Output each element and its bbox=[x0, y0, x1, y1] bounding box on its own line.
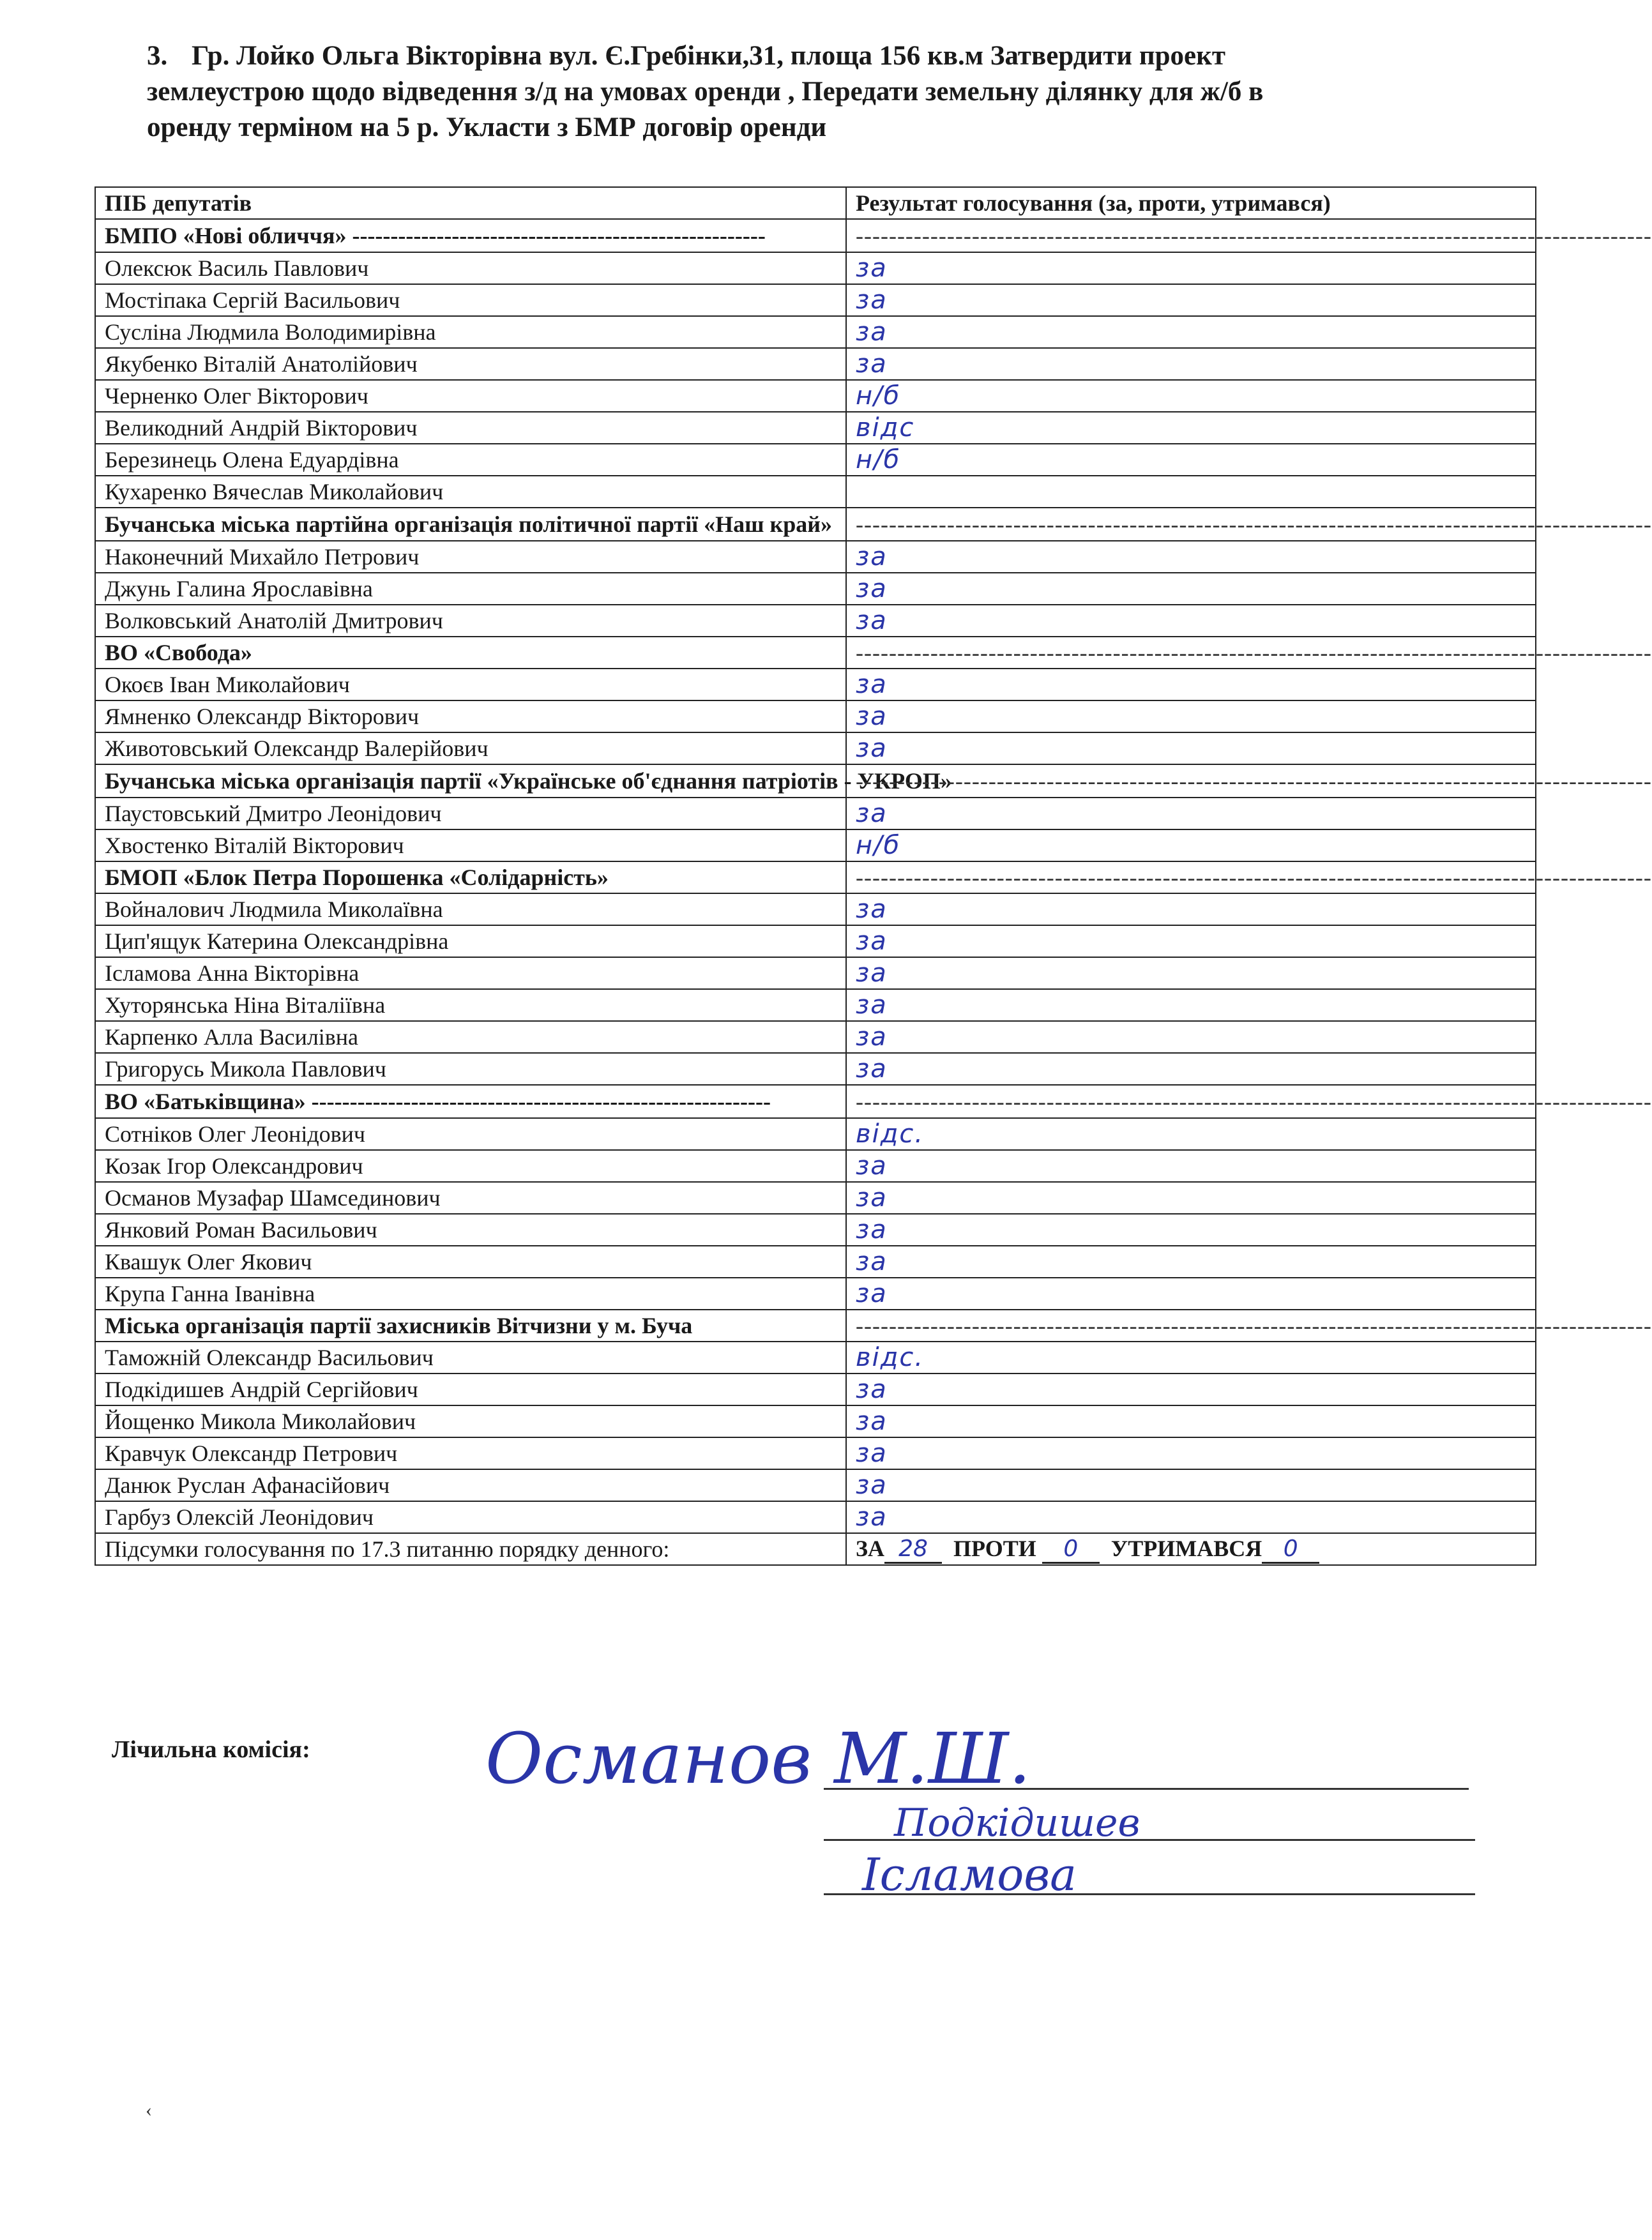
voting-table bbox=[95, 186, 1652, 1566]
deputy-vote: за bbox=[846, 1405, 1536, 1437]
deputy-name: Сотніков Олег Леонідович bbox=[95, 1118, 846, 1150]
header-line-1: 3. Гр. Лойко Ольга Вікторівна вул. Є.Гребінки,31, площа 156 кв.м Затвердити проект bbox=[147, 38, 1520, 74]
deputy-row bbox=[95, 798, 1536, 829]
party-group-row bbox=[95, 861, 1536, 893]
deputy-vote: за bbox=[846, 1053, 1536, 1085]
deputy-name: Паустовський Дмитро Леонідович bbox=[95, 798, 846, 829]
utr-label: УТРИМАВСЯ bbox=[1110, 1535, 1262, 1561]
party-result-dashes: ------------------------------------------------------------------------------------------------ bbox=[846, 1310, 1536, 1342]
deputy-row bbox=[95, 1374, 1536, 1405]
item-number: 3. bbox=[147, 41, 168, 71]
deputy-vote: за bbox=[846, 605, 1536, 637]
party-name: БМПО «Нові обличчя» ------------------------------------------------------ bbox=[95, 219, 846, 252]
deputy-vote: н/б bbox=[846, 380, 1536, 412]
deputy-row bbox=[95, 1182, 1536, 1214]
deputy-row bbox=[95, 669, 1536, 700]
column-header-result: Результат голосування (за, проти, утримався) bbox=[846, 187, 1536, 219]
deputy-name: Гарбуз Олексій Леонідович bbox=[95, 1501, 846, 1533]
deputy-row bbox=[95, 1437, 1536, 1469]
table-header-row bbox=[95, 187, 1536, 219]
deputy-name: Григорусь Микола Павлович bbox=[95, 1053, 846, 1085]
deputy-row bbox=[95, 1246, 1536, 1278]
deputy-row bbox=[95, 925, 1536, 957]
deputy-row bbox=[95, 476, 1536, 508]
deputy-name: Великодний Андрій Вікторович bbox=[95, 412, 846, 444]
deputy-vote: відс. bbox=[846, 1118, 1536, 1150]
deputy-name: Янковий Роман Васильович bbox=[95, 1214, 846, 1246]
deputy-name: Йощенко Микола Миколайович bbox=[95, 1405, 846, 1437]
party-name: БМОП «Блок Петра Порошенка «Солідарність» bbox=[95, 861, 846, 893]
deputy-row bbox=[95, 989, 1536, 1021]
deputy-name: Хвостенко Віталій Вікторович bbox=[95, 829, 846, 861]
margin-mark: ‹ bbox=[146, 2100, 152, 2121]
signature-2: Подкідишев bbox=[894, 1801, 1140, 1845]
proty-value: 0 bbox=[1042, 1536, 1100, 1564]
deputy-row bbox=[95, 284, 1536, 316]
party-group-row bbox=[95, 637, 1536, 669]
deputy-vote: за bbox=[846, 1501, 1536, 1533]
deputy-name: Животовський Олександр Валерійович bbox=[95, 732, 846, 764]
deputy-vote: за bbox=[846, 252, 1536, 284]
summary-label: Підсумки голосування по 17.3 питанню порядку денного: bbox=[95, 1533, 846, 1565]
deputy-row bbox=[95, 1342, 1536, 1374]
deputy-vote: за bbox=[846, 1021, 1536, 1053]
signature-1: Османов М.Ш. bbox=[485, 1718, 1031, 1799]
deputy-name: Крупа Ганна Іванівна bbox=[95, 1278, 846, 1310]
deputy-vote: за bbox=[846, 1469, 1536, 1501]
deputy-vote: за bbox=[846, 925, 1536, 957]
agenda-item-header bbox=[147, 38, 1520, 146]
deputy-row bbox=[95, 412, 1536, 444]
party-group-row bbox=[95, 1310, 1536, 1342]
deputy-name: Османов Музафар Шамсединович bbox=[95, 1182, 846, 1214]
deputy-vote: за bbox=[846, 284, 1536, 316]
deputy-vote: за bbox=[846, 1182, 1536, 1214]
party-result-dashes: ------------------------------------------------------------------------------------------------ bbox=[846, 508, 1536, 541]
deputy-name: Подкідишев Андрій Сергійович bbox=[95, 1374, 846, 1405]
party-name: ВО «Свобода» bbox=[95, 637, 846, 669]
deputy-vote: за bbox=[846, 1437, 1536, 1469]
deputy-row bbox=[95, 252, 1536, 284]
deputy-row bbox=[95, 605, 1536, 637]
deputy-row bbox=[95, 1214, 1536, 1246]
party-result-dashes: ------------------------------------------------------------------------------------------------ bbox=[846, 219, 1536, 252]
deputy-name: Цип'ящук Катерина Олександрівна bbox=[95, 925, 846, 957]
deputy-vote: відс. bbox=[846, 1342, 1536, 1374]
party-name: Міська організація партії захисників Вітчизни у м. Буча bbox=[95, 1310, 846, 1342]
signature-3: Ісламова bbox=[862, 1849, 1077, 1901]
deputy-vote: відс bbox=[846, 412, 1536, 444]
deputy-row bbox=[95, 1150, 1536, 1182]
deputy-name: Окоєв Іван Миколайович bbox=[95, 669, 846, 700]
deputy-name: Наконечний Михайло Петрович bbox=[95, 541, 846, 573]
deputy-row bbox=[95, 957, 1536, 989]
deputy-row bbox=[95, 700, 1536, 732]
summary-result bbox=[846, 1533, 1536, 1565]
deputy-name: Ісламова Анна Вікторівна bbox=[95, 957, 846, 989]
deputy-vote: за bbox=[846, 957, 1536, 989]
deputy-vote: за bbox=[846, 348, 1536, 380]
deputy-vote: за bbox=[846, 1278, 1536, 1310]
za-value: 28 bbox=[884, 1536, 942, 1564]
deputy-name: Мостіпака Сергій Васильович bbox=[95, 284, 846, 316]
deputy-name: Квашук Олег Якович bbox=[95, 1246, 846, 1278]
party-group-row bbox=[95, 1085, 1536, 1118]
party-group-row bbox=[95, 219, 1536, 252]
deputy-row bbox=[95, 380, 1536, 412]
deputy-vote: за bbox=[846, 989, 1536, 1021]
deputy-vote: за bbox=[846, 700, 1536, 732]
proty-label: ПРОТИ bbox=[953, 1535, 1036, 1561]
party-result-dashes: ------------------------------------------------------------------------------------------------ bbox=[846, 764, 1536, 798]
deputy-row bbox=[95, 1278, 1536, 1310]
utr-value: 0 bbox=[1262, 1536, 1319, 1564]
deputy-name: Войналович Людмила Миколаївна bbox=[95, 893, 846, 925]
header-line-2: землеустрою щодо відведення з/д на умовах оренди , Передати земельну ділянку для ж/б в bbox=[147, 77, 1264, 107]
deputy-row bbox=[95, 893, 1536, 925]
deputy-name: Кухаренко Вячеслав Миколайович bbox=[95, 476, 846, 508]
deputy-row bbox=[95, 444, 1536, 476]
deputy-vote: за bbox=[846, 669, 1536, 700]
column-header-deputies: ПІБ депутатів bbox=[95, 187, 846, 219]
deputy-name: Волковський Анатолій Дмитрович bbox=[95, 605, 846, 637]
header-line-3: оренду терміном на 5 р. Укласти з БМР договір оренди bbox=[147, 112, 827, 142]
deputy-vote bbox=[846, 476, 1536, 508]
party-result-dashes: ------------------------------------------------------------------------------------------------ bbox=[846, 637, 1536, 669]
deputy-name: Таможній Олександр Васильович bbox=[95, 1342, 846, 1374]
deputy-name: Кравчук Олександр Петрович bbox=[95, 1437, 846, 1469]
party-name: Бучанська міська партійна організація політичної партії «Наш край» bbox=[95, 508, 846, 541]
deputy-name: Березинець Олена Едуардівна bbox=[95, 444, 846, 476]
deputy-name: Ямненко Олександр Вікторович bbox=[95, 700, 846, 732]
table-body bbox=[95, 219, 1652, 1565]
deputy-name: Карпенко Алла Василівна bbox=[95, 1021, 846, 1053]
deputy-vote: за bbox=[846, 316, 1536, 348]
deputy-name: Данюк Руслан Афанасійович bbox=[95, 1469, 846, 1501]
deputy-vote: за bbox=[846, 893, 1536, 925]
deputy-row bbox=[95, 1053, 1536, 1085]
deputy-row bbox=[95, 541, 1536, 573]
deputy-row bbox=[95, 1501, 1536, 1533]
deputy-row bbox=[95, 348, 1536, 380]
deputy-vote: за bbox=[846, 573, 1536, 605]
za-label: ЗА bbox=[856, 1535, 884, 1561]
deputy-vote: за bbox=[846, 1214, 1536, 1246]
summary-row bbox=[95, 1533, 1536, 1565]
deputy-name: Олексюк Василь Павлович bbox=[95, 252, 846, 284]
party-result-dashes: ------------------------------------------------------------------------------------------------ bbox=[846, 1085, 1536, 1118]
deputy-vote: за bbox=[846, 798, 1536, 829]
party-group-row bbox=[95, 508, 1536, 541]
deputy-row bbox=[95, 1118, 1536, 1150]
deputy-row bbox=[95, 829, 1536, 861]
deputy-name: Якубенко Віталій Анатолійович bbox=[95, 348, 846, 380]
deputy-vote: за bbox=[846, 732, 1536, 764]
deputy-row bbox=[95, 1469, 1536, 1501]
deputy-row bbox=[95, 1405, 1536, 1437]
deputy-row bbox=[95, 573, 1536, 605]
counting-commission-label: Лічильна комісія: bbox=[112, 1736, 310, 1763]
deputy-name: Джунь Галина Ярославівна bbox=[95, 573, 846, 605]
deputy-vote: за bbox=[846, 1374, 1536, 1405]
deputy-name: Сусліна Людмила Володимирівна bbox=[95, 316, 846, 348]
deputy-row bbox=[95, 732, 1536, 764]
deputy-name: Хуторянська Ніна Віталіївна bbox=[95, 989, 846, 1021]
deputy-name: Козак Ігор Олександрович bbox=[95, 1150, 846, 1182]
deputy-vote: н/б bbox=[846, 444, 1536, 476]
deputy-row bbox=[95, 1021, 1536, 1053]
deputy-vote: за bbox=[846, 1246, 1536, 1278]
party-name: Бучанська міська організація партії «Українське об'єднання патріотів - УКРОП» bbox=[95, 764, 846, 798]
party-result-dashes: ------------------------------------------------------------------------------------------------ bbox=[846, 861, 1536, 893]
deputy-vote: за bbox=[846, 541, 1536, 573]
party-group-row bbox=[95, 764, 1536, 798]
deputy-name: Черненко Олег Вікторович bbox=[95, 380, 846, 412]
party-name: ВО «Батьківщина» ------------------------------------------------------------ bbox=[95, 1085, 846, 1118]
deputy-row bbox=[95, 316, 1536, 348]
deputy-vote: за bbox=[846, 1150, 1536, 1182]
deputy-vote: н/б bbox=[846, 829, 1536, 861]
